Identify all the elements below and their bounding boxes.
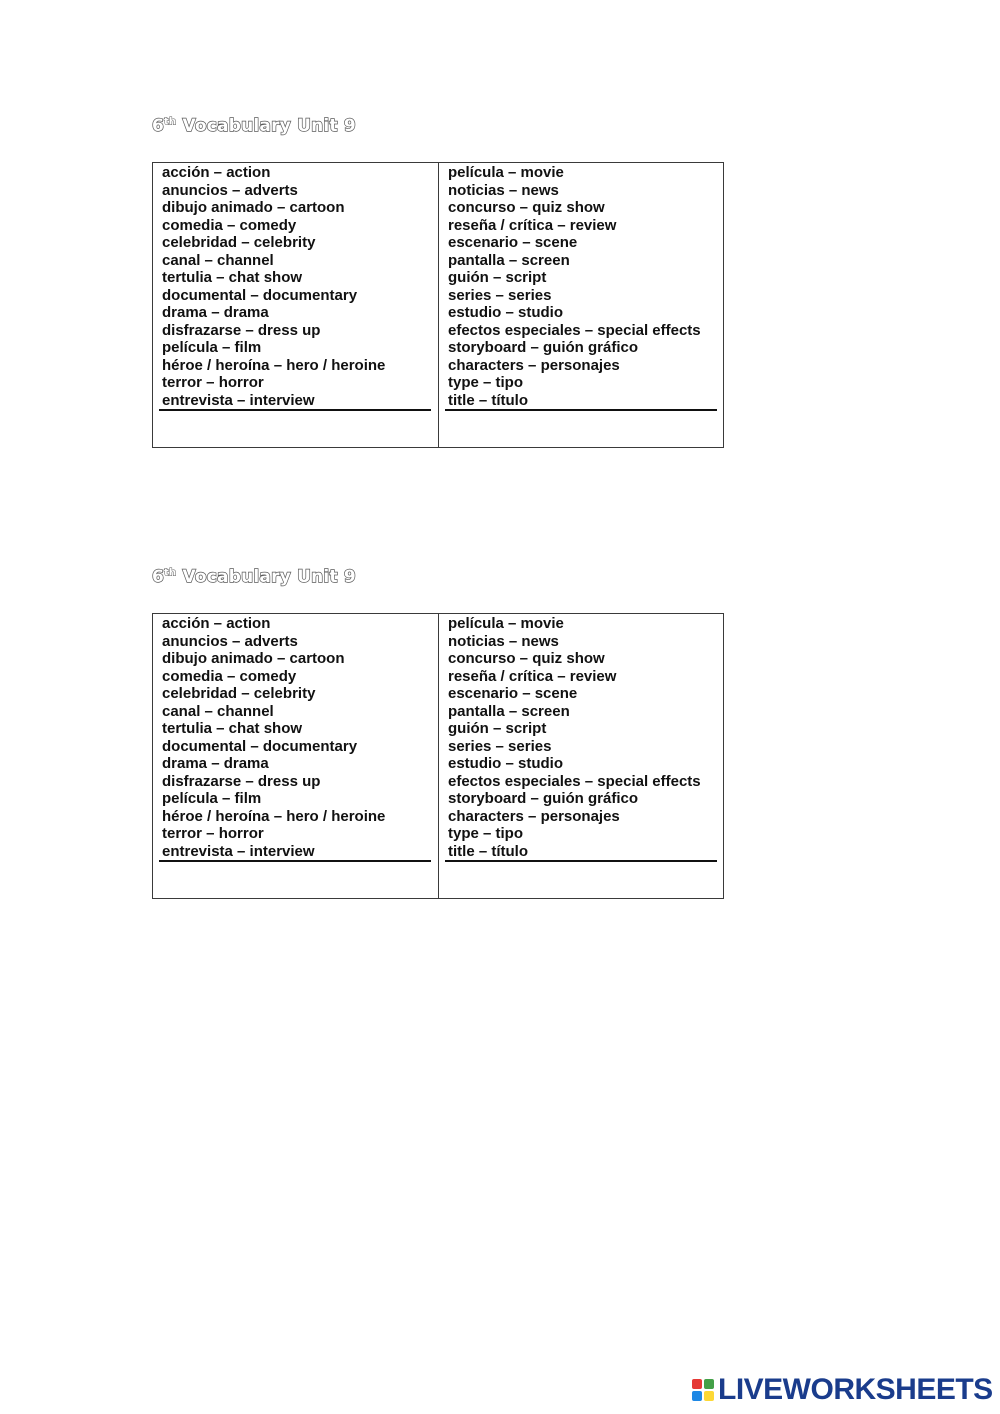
vocabulary-item: disfrazarse – dress up — [162, 321, 321, 339]
liveworksheets-logo[interactable] — [692, 1373, 993, 1406]
vocabulary-list-left — [162, 164, 385, 409]
vocabulary-list-right — [448, 164, 701, 409]
vocabulary-item: drama – drama — [162, 755, 269, 772]
vocabulary-item: dibujo animado – cartoon — [162, 199, 345, 216]
answer-line — [159, 860, 431, 862]
vocabulary-column-right — [439, 614, 723, 898]
vocabulary-item: pantalla – screen — [448, 251, 570, 269]
vocabulary-item: entrevista – interview — [162, 391, 315, 409]
vocabulary-item: storyboard – guión gráfico — [448, 790, 639, 807]
logo-square-icon — [692, 1379, 702, 1389]
vocabulary-item: dibujo animado – cartoon — [162, 650, 345, 667]
vocabulary-table — [152, 613, 724, 899]
vocabulary-item: estudio – studio — [448, 304, 564, 321]
vocabulary-item: héroe / heroína – hero / heroine — [162, 807, 386, 825]
vocabulary-item: celebridad – celebrity — [162, 234, 316, 251]
vocabulary-item: escenario – scene — [448, 234, 578, 251]
vocabulary-item: terror – horror — [162, 374, 264, 391]
vocabulary-item: efectos especiales – special effects — [448, 321, 701, 339]
logo-square-icon — [704, 1379, 714, 1389]
vocabulary-item: characters – personajes — [448, 356, 620, 374]
worksheet-title: 6th Vocabulary Unit 9 — [152, 116, 356, 136]
vocabulary-item: estudio – studio — [448, 755, 564, 772]
vocabulary-item: type – tipo — [448, 825, 524, 842]
vocabulary-item: tertulia – chat show — [162, 269, 303, 286]
vocabulary-item: acción – action — [162, 615, 271, 632]
vocabulary-item: película – movie — [448, 164, 564, 181]
vocabulary-list-left — [162, 615, 385, 860]
vocabulary-item: entrevista – interview — [162, 842, 315, 860]
answer-line — [159, 409, 431, 411]
vocabulary-item: canal – channel — [162, 251, 274, 269]
vocabulary-item: tertulia – chat show — [162, 720, 303, 737]
vocabulary-item: type – tipo — [448, 374, 524, 391]
vocabulary-item: concurso – quiz show — [448, 199, 605, 216]
vocabulary-item: héroe / heroína – hero / heroine — [162, 356, 386, 374]
vocabulary-table — [152, 162, 724, 448]
vocabulary-item: documental – documentary — [162, 737, 358, 755]
vocabulary-item: escenario – scene — [448, 685, 578, 702]
worksheet-title: 6th Vocabulary Unit 9 — [152, 567, 356, 587]
logo-text: LIVEWORKSHEETS — [718, 1373, 993, 1406]
vocabulary-item: reseña / crítica – review — [448, 667, 617, 685]
vocabulary-item: anuncios – adverts — [162, 632, 298, 650]
vocabulary-item: anuncios – adverts — [162, 181, 298, 199]
vocabulary-item: pantalla – screen — [448, 702, 570, 720]
logo-grid-icon — [692, 1379, 714, 1401]
vocabulary-item: película – film — [162, 790, 262, 807]
vocabulary-item: película – movie — [448, 615, 564, 632]
vocabulary-item: terror – horror — [162, 825, 264, 842]
vocabulary-item: comedia – comedy — [162, 216, 297, 234]
vocabulary-item: reseña / crítica – review — [448, 216, 617, 234]
vocabulary-item: series – series — [448, 286, 552, 304]
vocabulary-column-left — [153, 163, 439, 447]
vocabulary-item: guión – script — [448, 720, 547, 737]
vocabulary-item: storyboard – guión gráfico — [448, 339, 639, 356]
logo-square-icon — [692, 1391, 702, 1401]
vocabulary-item: guión – script — [448, 269, 547, 286]
vocabulary-item: noticias – news — [448, 181, 559, 199]
vocabulary-item: title – título — [448, 842, 528, 860]
answer-line — [445, 409, 717, 411]
vocabulary-item: documental – documentary — [162, 286, 358, 304]
vocabulary-item: acción – action — [162, 164, 271, 181]
vocabulary-item: película – film — [162, 339, 262, 356]
vocabulary-item: series – series — [448, 737, 552, 755]
vocabulary-item: comedia – comedy — [162, 667, 297, 685]
vocabulary-item: disfrazarse – dress up — [162, 772, 321, 790]
vocabulary-item: celebridad – celebrity — [162, 685, 316, 702]
vocabulary-item: title – título — [448, 391, 528, 409]
vocabulary-item: noticias – news — [448, 632, 559, 650]
vocabulary-list-right — [448, 615, 701, 860]
vocabulary-item: concurso – quiz show — [448, 650, 605, 667]
vocabulary-column-right — [439, 163, 723, 447]
answer-line — [445, 860, 717, 862]
vocabulary-item: drama – drama — [162, 304, 269, 321]
vocabulary-column-left — [153, 614, 439, 898]
vocabulary-item: efectos especiales – special effects — [448, 772, 701, 790]
logo-square-icon — [704, 1391, 714, 1401]
vocabulary-item: characters – personajes — [448, 807, 620, 825]
vocabulary-item: canal – channel — [162, 702, 274, 720]
